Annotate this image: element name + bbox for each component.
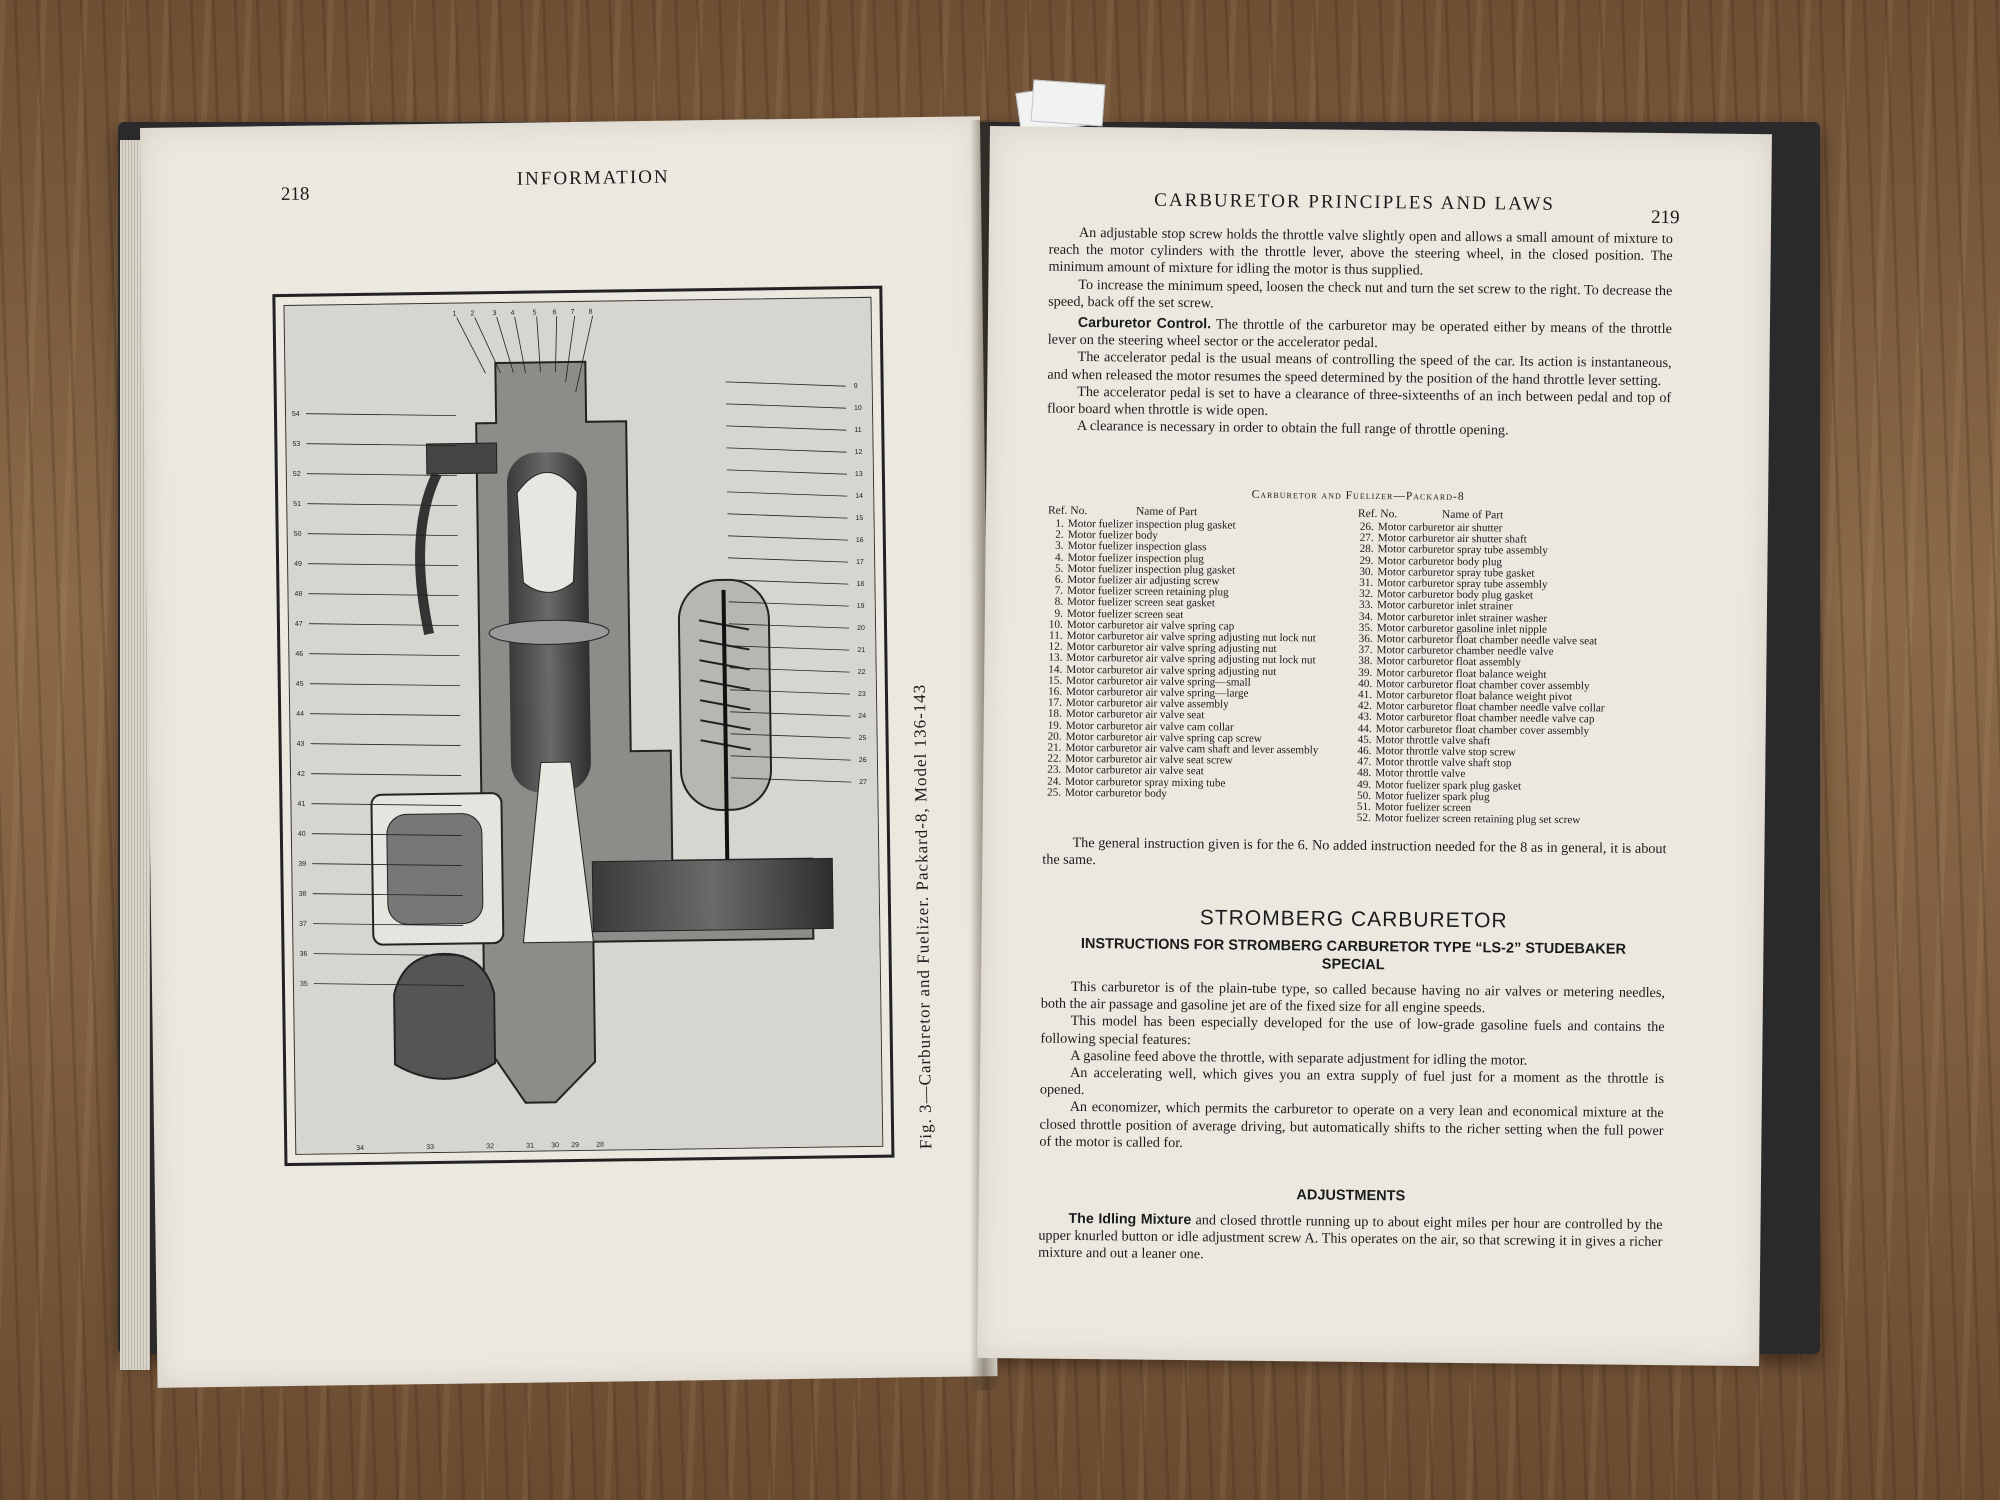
part-name: Motor carburetor inlet strainer	[1376, 599, 1513, 613]
ref-number: 15.	[1048, 674, 1063, 687]
label: 33	[426, 1143, 435, 1152]
part-name: Motor carburetor air valve spring—large	[1066, 685, 1249, 700]
ref-number: 38.	[1358, 655, 1373, 668]
label: 26	[858, 756, 867, 765]
adjustments-heading: ADJUSTMENTS	[1296, 1187, 1406, 1205]
paragraph: An accelerating well, which gives you an extra supply of fuel just for a moment as the throttle is opened.	[1039, 1064, 1665, 1099]
ref-number: 35.	[1358, 621, 1373, 634]
label: 5	[532, 309, 537, 317]
ref-number: 16.	[1048, 685, 1063, 698]
col-ref-header: Ref. No.	[1357, 507, 1398, 521]
paragraph	[1038, 1211, 1663, 1269]
part-name: Motor carburetor body	[1064, 786, 1167, 800]
ref-number: 50.	[1356, 789, 1372, 802]
paragraph-text: and closed throttle running up to about eight miles per hour are controlled by the upper knurled button or idle adjustment screw A. This operates on the air, so that screwing it in gives a richer mixture and out a leaner one.	[1038, 1212, 1663, 1263]
part-name: Motor carburetor float chamber needle valve cap	[1375, 711, 1595, 726]
ref-number: 20.	[1047, 730, 1062, 743]
paragraph: This model has been especially developed for the use of low-grade gasoline fuels and contains the following special features:	[1040, 1013, 1665, 1048]
ref-number: 27.	[1359, 532, 1374, 545]
part-name: Motor carburetor float chamber cover assembly	[1376, 677, 1590, 693]
label: 4	[510, 309, 515, 317]
label: 25	[858, 734, 867, 743]
idling-text	[1038, 1211, 1663, 1269]
label: 52	[292, 470, 301, 478]
part-name: Motor carburetor air valve spring—small	[1066, 674, 1251, 689]
label: 16	[855, 536, 864, 545]
ref-number: 19.	[1047, 719, 1062, 732]
ref-number: 23.	[1047, 764, 1062, 777]
ref-number: 21.	[1047, 741, 1062, 754]
ref-number: 12.	[1048, 640, 1063, 654]
ref-number: 10.	[1048, 618, 1063, 631]
label: 45	[295, 680, 304, 688]
ref-number: 6.	[1054, 573, 1064, 586]
part-name: Motor carburetor chamber needle valve	[1376, 644, 1554, 659]
label: 32	[486, 1143, 495, 1151]
part-name: Motor throttle valve shaft stop	[1375, 756, 1512, 770]
paragraph: A clearance is necessary in order to obtain the full range of throttle opening.	[1076, 418, 1509, 439]
ref-number: 9.	[1054, 607, 1063, 620]
label: 17	[856, 558, 864, 567]
label: 19	[856, 602, 865, 611]
label: 14	[855, 492, 864, 501]
label: 39	[298, 860, 307, 868]
ref-number: 34.	[1358, 610, 1373, 623]
paragraph: To increase the minimum speed, loosen the check nut and turn the set screw to the right. To decrease the speed, back off the set screw.	[1048, 276, 1673, 312]
ref-number: 24.	[1047, 775, 1062, 788]
parts-list-right	[1345, 522, 1670, 828]
label: 41	[297, 800, 306, 808]
label: 37	[299, 920, 307, 928]
left-page	[140, 116, 998, 1388]
part-name: Motor carburetor air valve spring adjusting nut	[1066, 663, 1277, 678]
part-name: Motor throttle valve	[1375, 767, 1466, 781]
part-name: Motor carburetor air valve seat screw	[1065, 753, 1233, 767]
label: 2	[470, 310, 475, 318]
intro-text	[1047, 225, 1673, 442]
label: 30	[551, 1142, 560, 1150]
paragraph: An adjustable stop screw holds the throttle valve slightly open and allows a small amount of mixture to reach the motor cylinders with the throttle lever, above the steering wheel, in the closed position. The minimum amount of mixture for idling the motor is thus supplied.	[1048, 224, 1673, 279]
part-name: Motor fuelizer inspection glass	[1067, 540, 1207, 554]
label: 44	[296, 710, 305, 718]
label: 7	[570, 308, 575, 317]
running-head: INFORMATION	[516, 166, 670, 190]
part-name: Motor carburetor float balance weight	[1376, 666, 1547, 681]
label: 47	[294, 620, 303, 628]
part-name: Motor carburetor air valve cam collar	[1065, 719, 1234, 734]
col-name-header: Name of Part	[1135, 505, 1198, 519]
part-name: Motor carburetor float chamber cover assembly	[1375, 722, 1590, 737]
ref-number: 42.	[1357, 700, 1373, 713]
bookmark-tabs	[1018, 78, 1110, 130]
part-name: Motor fuelizer screen retaining plug	[1067, 585, 1229, 599]
part-name: Motor carburetor spray tube assembly	[1377, 577, 1548, 591]
part-name: Motor carburetor air valve seat	[1065, 708, 1205, 722]
label: 46	[295, 650, 304, 658]
part-name: Motor carburetor air shutter	[1377, 521, 1503, 535]
ref-number: 1.	[1055, 517, 1064, 530]
ref-number: 40.	[1358, 677, 1373, 690]
part-name: Motor carburetor float chamber needle valve seat	[1376, 633, 1598, 648]
part-name: Motor carburetor air valve cam shaft and lever assembly	[1065, 741, 1319, 757]
label: 27	[859, 778, 868, 787]
ref-number: 11.	[1049, 629, 1063, 642]
part-name: Motor fuelizer spark plug	[1374, 789, 1490, 804]
label: 43	[296, 740, 305, 748]
label: 54	[291, 410, 300, 418]
part-name: Motor fuelizer spark plug gasket	[1375, 778, 1522, 793]
ref-number: 28.	[1359, 543, 1374, 556]
ref-number: 52.	[1356, 812, 1371, 825]
part-name: Motor carburetor gasoline inlet nipple	[1376, 621, 1548, 636]
label: 24	[858, 712, 867, 721]
ref-number: 51.	[1356, 800, 1371, 814]
part-name: Motor carburetor spray mixing tube	[1065, 775, 1226, 790]
stromberg-text	[1039, 979, 1665, 1158]
col-name-header: Name of Part	[1441, 508, 1504, 522]
ref-number: 5.	[1054, 562, 1064, 575]
label: 1	[452, 310, 457, 318]
part-name: Motor fuelizer inspection plug gasket	[1067, 562, 1236, 577]
label: 36	[299, 950, 308, 958]
label: 50	[293, 530, 302, 538]
general-note	[1042, 835, 1666, 876]
part-name: Motor carburetor body plug gasket	[1377, 588, 1534, 602]
running-head: CARBURETOR PRINCIPLES AND LAWS	[1154, 189, 1556, 215]
ref-number: 8.	[1054, 596, 1064, 609]
figure-illustration	[283, 297, 883, 1155]
label: 42	[296, 770, 305, 778]
part-name: Motor throttle valve stop screw	[1375, 745, 1516, 759]
paragraph: This carburetor is of the plain-tube type, so called because having no air valves or metering needles, both the air passage and gasoline jet are of the fixed size for all engine speeds.	[1040, 978, 1666, 1017]
paragraph-text: The throttle of the carburetor may be operated either by means of the throttle lever on the steering wheel sector or the accelerator pedal.	[1047, 316, 1672, 352]
label: 6	[552, 309, 557, 317]
part-name: Motor carburetor air valve seat	[1065, 764, 1204, 778]
part-name: Motor throttle valve shaft	[1375, 733, 1491, 748]
part-name: Motor carburetor spray tube assembly	[1377, 543, 1548, 558]
list-item	[1035, 787, 1345, 801]
ref-number: 41.	[1358, 688, 1373, 702]
page-number: 219	[1650, 206, 1680, 229]
ref-number: 45.	[1357, 733, 1372, 746]
label: 40	[297, 830, 306, 838]
paragraph: The accelerator pedal is the usual means of controlling the speed of the car. Its action is instantaneous, and when released the motor resumes the speed determined by the position of the hand throttle lever setting.	[1047, 349, 1672, 389]
ref-number: 32.	[1359, 588, 1374, 601]
part-name: Motor carburetor air valve assembly	[1065, 697, 1229, 711]
part-name: Motor carburetor air valve spring adjusting nut lock nut	[1066, 629, 1316, 645]
label: 12	[854, 448, 863, 457]
figure-frame	[272, 286, 894, 1166]
section-heading: Carburetor Control.	[1077, 314, 1212, 333]
ref-number: 36.	[1358, 632, 1373, 646]
part-name: Motor fuelizer air adjusting screw	[1067, 573, 1220, 588]
part-name: Motor fuelizer screen	[1374, 801, 1472, 815]
part-name: Motor carburetor air shutter shaft	[1377, 532, 1527, 546]
part-name: Motor carburetor air valve spring adjusting nut	[1066, 641, 1277, 656]
table-title: Carburetor and Fuelizer—Packard-8	[1251, 488, 1465, 503]
ref-number: 7.	[1054, 584, 1064, 598]
ref-number: 49.	[1357, 778, 1372, 791]
ref-number: 31.	[1359, 576, 1374, 590]
ref-number: 30.	[1359, 565, 1374, 578]
ref-number: 26.	[1359, 520, 1374, 534]
list-item	[1345, 813, 1667, 828]
part-name: Motor carburetor air valve spring adjusting nut lock nut	[1066, 652, 1316, 667]
label: 51	[293, 500, 302, 508]
part-name: Motor carburetor spray tube gasket	[1377, 565, 1535, 580]
carburetor-diagram	[284, 298, 883, 1155]
ref-number: 3.	[1055, 540, 1064, 553]
ref-number: 48.	[1357, 767, 1372, 780]
paragraph: A gasoline feed above the throttle, with separate adjustment for idling the motor.	[1070, 1047, 1528, 1069]
label: 3	[492, 310, 497, 318]
ref-number: 33.	[1358, 599, 1374, 612]
ref-number: 39.	[1358, 666, 1373, 679]
label: 31	[526, 1142, 535, 1150]
ref-number: 17.	[1047, 696, 1063, 710]
label: 35	[299, 980, 308, 988]
ref-number: 44.	[1357, 722, 1372, 735]
ref-number: 37.	[1358, 644, 1373, 657]
label: 15	[855, 514, 864, 523]
label: 29	[571, 1141, 580, 1150]
label: 13	[854, 470, 863, 479]
part-name: Motor carburetor air valve spring cap screw	[1065, 730, 1262, 745]
part-name: Motor carburetor air valve spring cap	[1066, 618, 1235, 633]
label: 23	[857, 690, 866, 699]
stromberg-title: STROMBERG CARBURETOR	[1199, 906, 1508, 933]
paragraph: An economizer, which permits the carburetor to operate on a very lean and economical mixture at the closed throttle position of average driving, but automatically shifts to the richer setting when the full power of the motor is called for.	[1039, 1099, 1664, 1151]
ref-number: 43.	[1357, 711, 1372, 724]
ref-number: 46.	[1357, 744, 1372, 758]
label: 28	[596, 1141, 605, 1149]
ref-number: 2.	[1055, 528, 1064, 541]
part-name: Motor fuelizer screen seat gasket	[1066, 596, 1215, 610]
label: 53	[292, 440, 301, 448]
stromberg-subtitle: INSTRUCTIONS FOR STROMBERG CARBURETOR TYPE “LS-2” STUDEBAKER SPECIAL	[1080, 935, 1627, 974]
figure-caption: Fig. 3—Carburetor and Fuelizer. Packard-8, Model 136-143	[909, 683, 936, 1150]
part-name: Motor fuelizer body	[1067, 529, 1158, 542]
ref-number: 4.	[1055, 551, 1064, 564]
page-number: 218	[280, 183, 310, 206]
paragraph: The accelerator pedal is set to have a clearance of three-sixteenths of an inch between pedal and top of floor board when throttle is wide open.	[1046, 383, 1672, 419]
right-page	[977, 126, 1772, 1366]
part-name: Motor carburetor float chamber needle valve collar	[1375, 700, 1605, 715]
label: 48	[294, 590, 303, 598]
ref-number: 22.	[1047, 752, 1062, 766]
ref-number: 47.	[1357, 756, 1372, 769]
ref-number: 13.	[1048, 652, 1063, 665]
label: 49	[294, 560, 302, 568]
section-heading: The Idling Mixture	[1068, 1210, 1192, 1229]
label: 22	[857, 668, 866, 677]
label: 18	[856, 580, 865, 589]
label: 21	[857, 646, 866, 655]
part-name: Motor fuelizer screen retaining plug set screw	[1374, 812, 1581, 827]
part-name: Motor fuelizer screen seat	[1066, 607, 1184, 621]
label: 11	[854, 426, 862, 435]
parts-list-left	[1035, 519, 1348, 802]
part-name: Motor fuelizer inspection plug	[1067, 551, 1204, 565]
ref-number: 18.	[1047, 708, 1062, 721]
part-name: Motor carburetor float balance weight pivot	[1375, 689, 1573, 704]
part-name: Motor carburetor float assembly	[1376, 655, 1521, 670]
part-name: Motor carburetor inlet strainer washer	[1376, 610, 1548, 625]
part-name: Motor carburetor body plug	[1377, 554, 1503, 568]
paragraph: The general instruction given is for the 6. No added instruction needed for the 8 as in general, it is about the same.	[1042, 834, 1667, 869]
ref-number: 14.	[1048, 663, 1063, 676]
label: 10	[853, 404, 862, 413]
label: 34	[356, 1144, 365, 1153]
label: 9	[853, 383, 858, 391]
col-ref-header: Ref. No.	[1047, 504, 1088, 518]
ref-number: 29.	[1359, 554, 1374, 567]
label: 8	[588, 308, 593, 316]
label: 38	[298, 890, 307, 898]
ref-number: 25.	[1046, 786, 1062, 799]
part-name: Motor fuelizer inspection plug gasket	[1067, 517, 1236, 532]
label: 20	[857, 624, 865, 633]
